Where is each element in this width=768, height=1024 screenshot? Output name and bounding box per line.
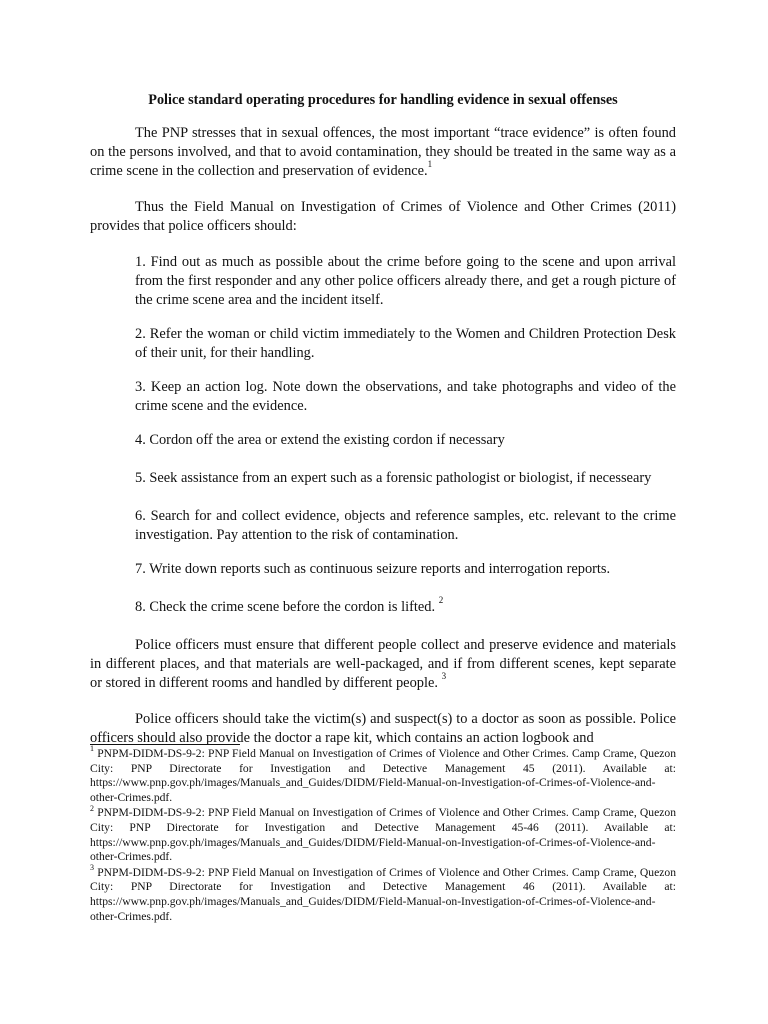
footnote-2 [90, 803, 676, 864]
list-item-1: 1. Find out as much as possible about the crime before going to the scene and upon arrival from the first responder and any other police officers already there, and get a rough picture of the crime scene area and the incident itself. [135, 254, 676, 308]
footnote-3 [90, 862, 676, 924]
intro-paragraph-text: The PNP stresses that in sexual offences, the most important “trace evidence” is often found on the persons involved, and that to avoid contamination, they should be treated in the same way as a crime scene in the collection and preservation of evidence. [90, 125, 676, 179]
separation-paragraph-text: Police officers must ensure that different people collect and preserve evidence and materials in different places, and that materials are well-packaged, and if from different scenes, kept separate or stored in different rooms and handled by different people. [90, 637, 676, 691]
list-item-3: 3. Keep an action log. Note down the observations, and take photographs and video of the crime scene and the evidence. [135, 379, 676, 414]
doctor-paragraph: Police officers should take the victim(s) and suspect(s) to a doctor as soon as possible. Police officers should also provide the doctor a rape kit, which contains an action logbook and [90, 711, 676, 746]
list-item-8 [135, 595, 676, 617]
footnote-ref-3[interactable]: 3 [441, 671, 447, 682]
footnote-number-1: 1 [90, 744, 94, 754]
separation-paragraph [90, 636, 676, 693]
document-title: Police standard operating procedures for handling evidence in sexual offenses [148, 92, 618, 108]
footnote-text-2: PNPM-DIDM-DS-9-2: PNP Field Manual on Investigation of Crimes of Violence and Other Crimes. Camp Crame, Quezon City: PNP Directorate for Investigation and Detective Management 45-46 (2011). Available at: https://www.pnp.gov.ph/images/Manuals_and_Guides/DIDM/Field-Manual-on-Investigation-of-Crimes-of-Violence-and-other-Crimes.pdf. [90, 806, 676, 864]
list-item-8-text: 8. Check the crime scene before the cordon is lifted. [135, 599, 436, 615]
list-item-6: 6. Search for and collect evidence, objects and reference samples, etc. relevant to the crime investigation. Pay attention to the risk of contamination. [135, 508, 676, 543]
footnote-number-2: 2 [90, 803, 94, 813]
footnotes-section [90, 744, 676, 925]
manual-paragraph: Thus the Field Manual on Investigation of Crimes of Violence and Other Crimes (2011) provides that police officers should: [90, 199, 676, 234]
list-item-4: 4. Cordon off the area or extend the existing cordon if necessary [135, 432, 505, 448]
list-item-5: 5. Seek assistance from an expert such as a forensic pathologist or biologist, if necesseary [135, 470, 652, 486]
footnote-1 [90, 744, 676, 805]
footnote-ref-1[interactable]: 1 [427, 159, 433, 170]
intro-paragraph [90, 124, 676, 181]
footnote-text-3: PNPM-DIDM-DS-9-2: PNP Field Manual on Investigation of Crimes of Violence and Other Crimes. Camp Crame, Quezon City: PNP Directorate for Investigation and Detective Management 46 (2011). Available at: https://www.pnp.gov.ph/images/Manuals_and_Guides/DIDM/Field-Manual-on-Investigation-of-Crimes-of-Violence-and-other-Crimes.pdf. [90, 865, 676, 923]
footnote-text-1: PNPM-DIDM-DS-9-2: PNP Field Manual on Investigation of Crimes of Violence and Other Crimes. Camp Crame, Quezon City: PNP Directorate for Investigation and Detective Management 45 (2011). Available at: https://www.pnp.gov.ph/images/Manuals_and_Guides/DIDM/Field-Manual-on-Investigation-of-Crimes-of-Violence-and-other-Crimes.pdf. [90, 747, 676, 804]
list-item-7: 7. Write down reports such as continuous seizure reports and interrogation reports. [135, 561, 611, 577]
footnote-number-3: 3 [90, 862, 94, 872]
footnote-divider [90, 744, 240, 745]
footnote-ref-2[interactable]: 2 [438, 595, 444, 606]
list-item-2: 2. Refer the woman or child victim immediately to the Women and Children Protection Desk of their unit, for their handling. [135, 326, 676, 361]
